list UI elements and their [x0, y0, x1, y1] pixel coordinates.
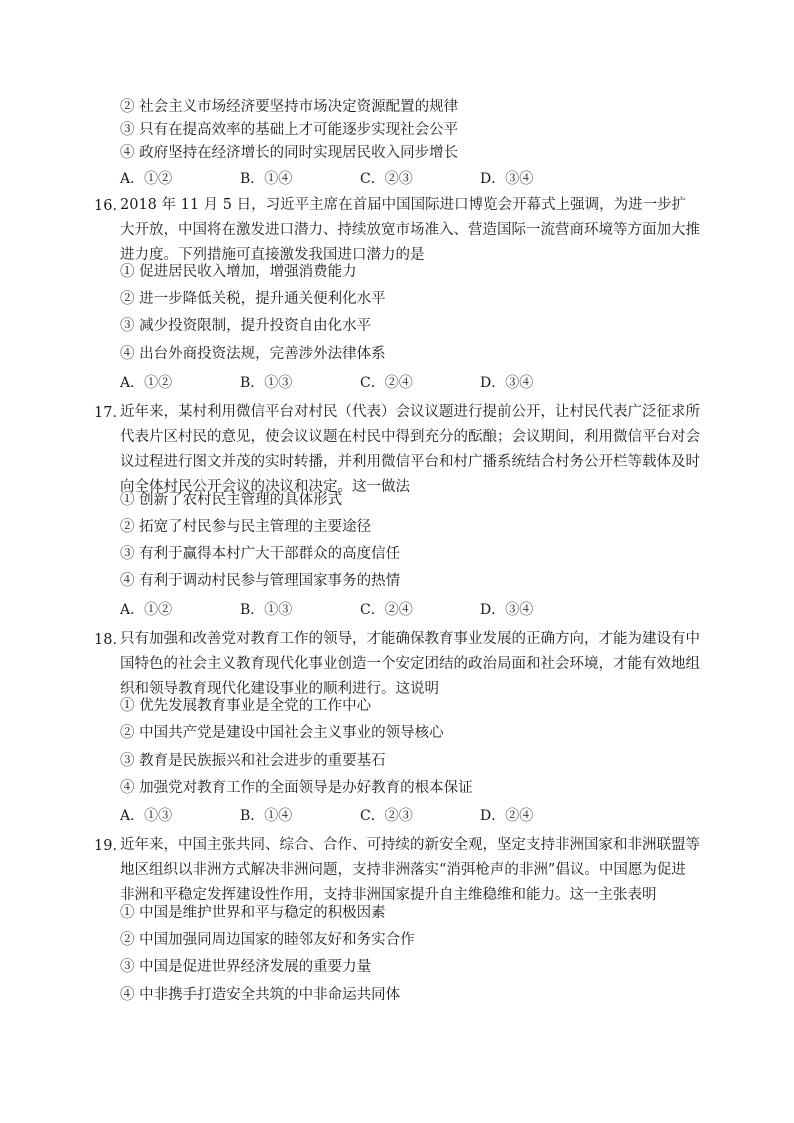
q15-answer-b: B．①④	[240, 171, 293, 187]
q18-option-1: ① 优先发展教育事业是全党的工作中心	[120, 698, 372, 714]
q17-answer-c: C．②④	[360, 602, 413, 618]
q15-answer-d: D．③④	[480, 171, 534, 187]
q16-number: 16．	[94, 198, 127, 214]
q18-answer-c: C．②③	[360, 808, 413, 824]
q18-answer-b: B．①④	[240, 808, 293, 824]
q18-answer-d: D．②④	[480, 808, 534, 824]
q18-stem: 只有加强和改善党对教育工作的领导，才能确保教育事业发展的正确方向，才能为建设有中国特色的社会主义教育现代化事业创造一个安定团结的政治局面和社会环境，才能有效地组织和领导教育现代化建设事业的顺利进行。这说明	[120, 631, 700, 697]
q15-answer-a: A．①②	[120, 171, 173, 187]
q17-stem: 近年来，某村利用微信平台对村民（代表）会议议题进行提前公开，让村民代表广泛征求所代表片区村民的意见，使会议议题在村民中得到充分的酝酿；会议期间，利用微信平台对会议过程进行图文并茂的实时转播，并利用微信平台和村广播系统结合村务公开栏等载体及时向全体村民公开会议的决议和决定。这一做法	[120, 404, 700, 495]
q17-option-2: ② 拓宽了村民参与民主管理的主要途径	[120, 519, 372, 535]
q18-option-4: ④ 加强党对教育工作的全面领导是办好教育的根本保证	[120, 780, 473, 796]
q16-stem: 2018 年 11 月 5 日，习近平主席在首届中国国际进口博览会开幕式上强调，为进一步扩大开放，中国将在激发进口潜力、持续放宽市场准入、营造国际一流营商环境等方面加大推进力度。下列措施可直接激发我国进口潜力的是	[120, 197, 700, 263]
q19-number: 19．	[94, 838, 127, 854]
q16-answer-c: C．②④	[360, 375, 413, 391]
q16-option-4: ④ 出台外商投资法规，完善涉外法律体系	[120, 346, 386, 362]
q17-answer-a: A．①②	[120, 602, 173, 618]
q19-stem: 近年来，中国主张共同、综合、合作、可持续的新安全观，坚定支持非洲国家和非洲联盟等地区组织以非洲方式解决非洲问题，支持非洲落实“消弭枪声的非洲”倡议。中国愿为促进非洲和平稳定发挥建设性作用，支持非洲国家提升自主维稳维和能力。这一主张表明	[120, 837, 700, 903]
q15-option-4: ④ 政府坚持在经济增长的同时实现居民收入同步增长	[120, 145, 459, 161]
q18-number: 18．	[94, 632, 127, 648]
q18-option-2: ② 中国共产党是建设中国社会主义事业的领导核心	[120, 725, 444, 741]
q19-option-2: ② 中国加强同周边国家的睦邻友好和务实合作	[120, 932, 415, 948]
q16-option-2: ② 进一步降低关税，提升通关便利化水平	[120, 291, 386, 307]
q17-option-4: ④ 有利于调动村民参与管理国家事务的热情	[120, 573, 401, 589]
q17-answer-d: D．③④	[480, 602, 534, 618]
q16-answer-a: A．①②	[120, 375, 173, 391]
q19-option-1: ① 中国是维护世界和平与稳定的积极因素	[120, 905, 386, 921]
q17-answer-b: B．①③	[240, 602, 293, 618]
q19-option-3: ③ 中国是促进世界经济发展的重要力量	[120, 959, 372, 975]
q16-answer-d: D．③④	[480, 375, 534, 391]
q17-option-1: ① 创新了农村民主管理的具体形式	[120, 492, 343, 508]
q16-answer-b: B．①③	[240, 375, 293, 391]
q15-option-3: ③ 只有在提高效率的基础上才可能逐步实现社会公平	[120, 122, 459, 138]
q17-option-3: ③ 有利于赢得本村广大干部群众的高度信任	[120, 546, 401, 562]
q18-option-3: ③ 教育是民族振兴和社会进步的重要基石	[120, 753, 386, 769]
q17-number: 17．	[94, 405, 127, 421]
q15-answer-c: C．②③	[360, 171, 413, 187]
q18-answer-a: A．①③	[120, 808, 173, 824]
q16-option-1: ① 促进居民收入增加，增强消费能力	[120, 264, 357, 280]
q19-option-4: ④ 中非携手打造安全共筑的中非命运共同体	[120, 987, 401, 1003]
q15-option-2: ② 社会主义市场经济要坚持市场决定资源配置的规律	[120, 99, 459, 115]
q16-option-3: ③ 减少投资限制，提升投资自由化水平	[120, 318, 372, 334]
